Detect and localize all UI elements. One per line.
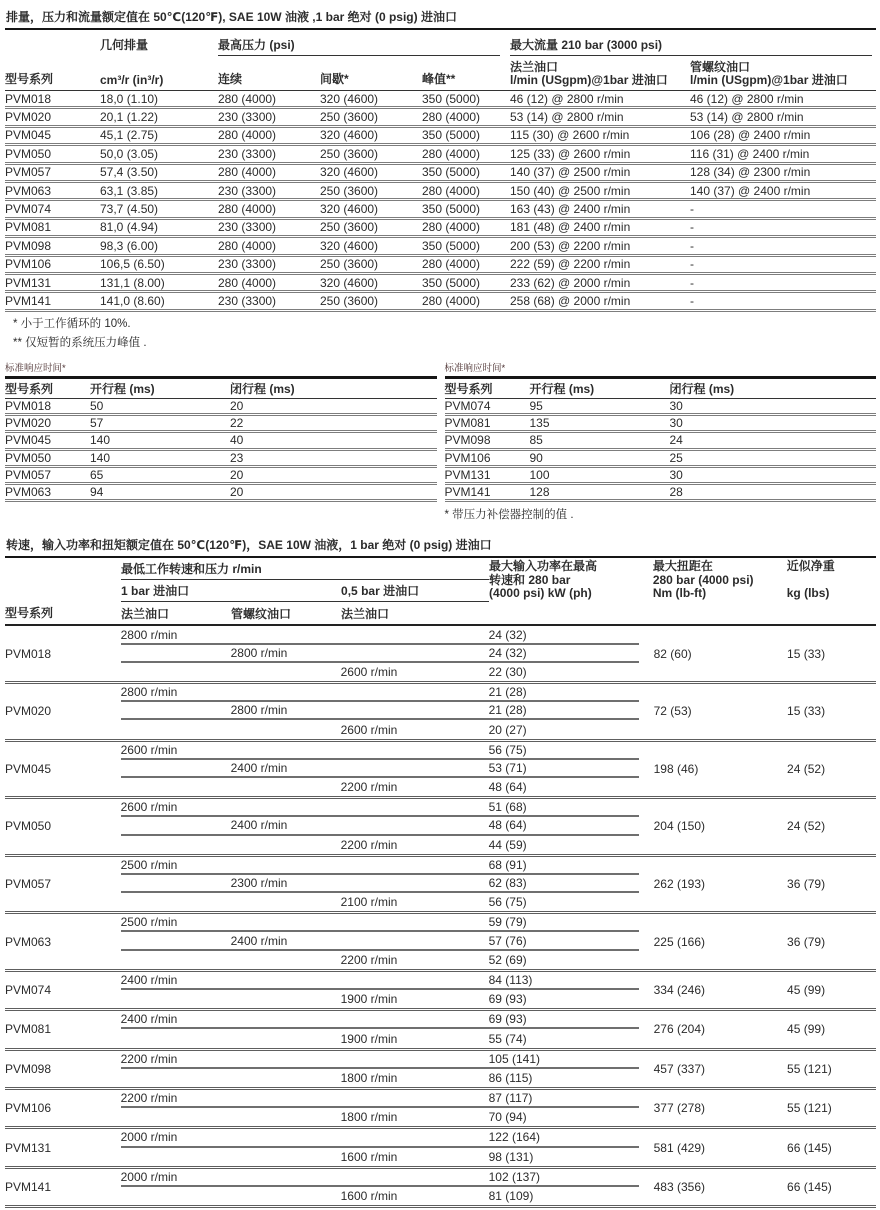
speed-power-table [5, 534, 876, 1208]
speed-sub-row: 2200 r/min 105 (141) [121, 1051, 639, 1069]
footnote-peak: ** 仅短暂的系统压力峰值 . [13, 336, 147, 349]
table-row: PVM045 45,1 (2.75) 280 (4000) 320 (4600) 350 (5000) 115 (30) @ 2600 r/min 106 (28) @ 2400 r/min [5, 128, 876, 146]
table-row: PVM057 65 20 [5, 468, 437, 485]
speed-sub-row: 2800 r/min 24 (32) [121, 626, 639, 644]
col-flow-thread-header: 管螺纹油口 l/min (USgpm)@1bar 进油口 [690, 60, 848, 87]
response-table-right [445, 360, 877, 523]
model-row-group: PVM141 2000 r/min 102 (137) 1600 r/min 81 (109) 483 (356) 66 (145) [5, 1169, 876, 1208]
table-row: PVM081 135 30 [445, 416, 877, 433]
group-max-pressure: 最高压力 (psi) [218, 32, 500, 56]
col-model-header: 型号系列 [5, 72, 54, 86]
table-row: PVM131 100 30 [445, 468, 877, 485]
col-thread-1bar-header: 管螺纹油口 [231, 607, 292, 622]
table-row: PVM106 90 25 [445, 451, 877, 468]
response-right-body [445, 399, 877, 503]
col-max-power-header: 最大输入功率在最高 转速和 280 bar (4000 psi) kW (ph) [489, 559, 598, 601]
model-row-group: PVM050 2600 r/min 51 (68) 2400 r/min 48 (64) 2200 r/min 44 (59) 204 (150) 24 (52) [5, 799, 876, 857]
col-max-torque-header: 最大扭距在 280 bar (4000 psi) Nm (lb-ft) [652, 559, 754, 601]
model-row-group: PVM045 2600 r/min 56 (75) 2400 r/min 53 (71) 2200 r/min 48 (64) 198 (46) 24 (52) [5, 742, 876, 800]
speed-power-header [5, 558, 876, 626]
response-table-left-label: 标准响应时间* [5, 362, 66, 374]
speed-sub-row: 2600 r/min 20 (27) [340, 722, 527, 737]
displacement-table-header [5, 32, 876, 91]
speed-sub-row: 2600 r/min 51 (68) [121, 799, 639, 817]
response-table-left [5, 360, 437, 523]
model-row-group: PVM106 2200 r/min 87 (117) 1800 r/min 70 (94) 377 (278) 55 (121) [5, 1090, 876, 1129]
table-row: PVM063 94 20 [5, 485, 437, 502]
table-row: PVM098 98,3 (6.00) 280 (4000) 320 (4600) 350 (5000) 200 (53) @ 2200 r/min - [5, 238, 876, 256]
footnote-intermittent: * 小于工作循环的 10%. [13, 317, 131, 330]
speed-sub-row: 2500 r/min 59 (79) [121, 914, 639, 932]
col-peak-header: 峰值** [422, 72, 456, 86]
speed-sub-row: 2000 r/min 102 (137) [121, 1169, 639, 1187]
col-weight-header: 近似净重 kg (lbs) [786, 559, 835, 601]
speed-sub-row: 2400 r/min 69 (93) [121, 1011, 639, 1029]
col-intermittent-header: 间歇* [320, 72, 349, 86]
col-flow-flange-header: 法兰油口 l/min (USgpm)@1bar 进油口 [510, 60, 668, 87]
col-continuous-header: 连续 [218, 72, 243, 86]
speed-power-table-title: 转速，输入功率和扭矩额定值在 50℃(120℉)，SAE 10W 油液，1 bar 绝对 (0 psig) 进油口 [5, 534, 876, 558]
column-header-row [5, 56, 876, 91]
speed-sub-row: 2600 r/min 56 (75) [121, 742, 639, 760]
response-left-body [5, 399, 437, 503]
model-row-group: PVM020 2800 r/min 21 (28) 2800 r/min 21 (28) 2600 r/min 20 (27) 72 (53) 15 (33) [5, 684, 876, 742]
group-max-flow: 最大流量 210 bar (3000 psi) [510, 32, 872, 56]
speed-sub-row: 2800 r/min 21 (28) [121, 684, 639, 702]
model-row-group: PVM098 2200 r/min 105 (141) 1800 r/min 86 (115) 457 (337) 55 (121) [5, 1051, 876, 1090]
table-row: PVM141 128 28 [445, 485, 877, 502]
col-flange-1bar-header: 法兰油口 [121, 607, 170, 622]
group-05bar-inlet: 0,5 bar 进油口 [341, 580, 489, 602]
response-footnote: * 带压力补偿器控制的值 . [444, 509, 574, 522]
speed-sub-row: 1800 r/min 86 (115) [340, 1070, 533, 1085]
response-time-section [5, 360, 876, 523]
response-table-right-label: 标准响应时间* [444, 362, 506, 374]
response-left-header: 型号系列 开行程 (ms) 闭行程 (ms) [5, 379, 437, 399]
speed-sub-row: 2000 r/min 122 (164) [121, 1129, 639, 1147]
speed-sub-row: 2400 r/min 48 (64) [121, 817, 639, 835]
speed-sub-row: 2200 r/min 48 (64) [340, 780, 527, 795]
speed-sub-row: 2300 r/min 62 (83) [121, 875, 639, 893]
col-flange-05bar-header: 法兰油口 [341, 607, 390, 622]
table-row: PVM018 18,0 (1.10) 280 (4000) 320 (4600) 350 (5000) 46 (12) @ 2800 r/min 46 (12) @ 2800 r/min [5, 91, 876, 109]
table-row: PVM141 141,0 (8.60) 230 (3300) 250 (3600) 280 (4000) 258 (68) @ 2000 r/min - [5, 293, 876, 311]
table-row: PVM050 140 23 [5, 451, 437, 468]
speed-sub-row: 2400 r/min 84 (113) [121, 972, 639, 990]
table-row: PVM018 50 20 [5, 399, 437, 416]
table-row: PVM074 95 30 [445, 399, 877, 416]
response-right-header: 型号系列 开行程 (ms) 闭行程 (ms) [445, 379, 877, 399]
model-row-group: PVM063 2500 r/min 59 (79) 2400 r/min 57 (76) 2200 r/min 52 (69) 225 (166) 36 (79) [5, 914, 876, 972]
table-row: PVM098 85 24 [445, 433, 877, 450]
model-row-group: PVM074 2400 r/min 84 (113) 1900 r/min 69 (93) 334 (246) 45 (99) [5, 972, 876, 1011]
group-displacement: 几何排量 [100, 38, 149, 52]
speed-sub-row: 1600 r/min 81 (109) [340, 1189, 534, 1203]
displacement-table-body [5, 91, 876, 312]
speed-sub-row: 1900 r/min 69 (93) [340, 992, 527, 1007]
speed-sub-row: 2600 r/min 22 (30) [340, 664, 527, 679]
table-row: PVM081 81,0 (4.94) 230 (3300) 250 (3600) 280 (4000) 181 (48) @ 2400 r/min - [5, 220, 876, 238]
table-row: PVM063 63,1 (3.85) 230 (3300) 250 (3600) 280 (4000) 150 (40) @ 2500 r/min 140 (37) @ 2400 r/min [5, 183, 876, 201]
model-row-group: PVM057 2500 r/min 68 (91) 2300 r/min 62 (83) 2100 r/min 56 (75) 262 (193) 36 (79) [5, 857, 876, 915]
speed-sub-row: 2200 r/min 87 (117) [121, 1090, 639, 1108]
table-row: PVM050 50,0 (3.05) 230 (3300) 250 (3600) 280 (4000) 125 (33) @ 2600 r/min 116 (31) @ 2400 r/min [5, 146, 876, 164]
speed-sub-row: 2200 r/min 52 (69) [340, 952, 527, 967]
group-min-speed: 最低工作转速和压力 r/min [121, 558, 489, 580]
group-1bar-inlet: 1 bar 进油口 [121, 580, 341, 602]
table-row: PVM106 106,5 (6.50) 230 (3300) 250 (3600) 280 (4000) 222 (59) @ 2200 r/min - [5, 257, 876, 275]
model-row-group: PVM131 2000 r/min 122 (164) 1600 r/min 98 (131) 581 (429) 66 (145) [5, 1129, 876, 1168]
model-row-group: PVM018 2800 r/min 24 (32) 2800 r/min 24 (32) 2600 r/min 22 (30) 82 (60) 15 (33) [5, 626, 876, 684]
table-row: PVM020 20,1 (1.22) 230 (3300) 250 (3600) 280 (4000) 53 (14) @ 2800 r/min 53 (14) @ 2800 r/min [5, 109, 876, 127]
speed-table-body [5, 626, 876, 1208]
speed-sub-row: 2200 r/min 44 (59) [340, 837, 527, 852]
speed-sub-row: 2500 r/min 68 (91) [121, 857, 639, 875]
speed-sub-row: 2400 r/min 57 (76) [121, 932, 639, 950]
table-row: PVM131 131,1 (8.00) 280 (4000) 320 (4600) 350 (5000) 233 (62) @ 2000 r/min - [5, 275, 876, 293]
col-displacement-unit-header: cm³/r (in³/r) [100, 73, 164, 87]
speed-sub-row: 1900 r/min 55 (74) [340, 1031, 527, 1046]
speed-sub-row: 2800 r/min 24 (32) [121, 645, 639, 663]
speed-sub-row: 1600 r/min 98 (131) [340, 1149, 534, 1164]
col-model-header: 型号系列 [5, 606, 54, 621]
speed-sub-row: 2100 r/min 56 (75) [340, 895, 527, 910]
table-row: PVM057 57,4 (3.50) 280 (4000) 320 (4600) 350 (5000) 140 (37) @ 2500 r/min 128 (34) @ 2300 r/min [5, 165, 876, 183]
table-row: PVM045 140 40 [5, 433, 437, 450]
displacement-table-title: 排量，压力和流量额定值在 50℃(120℉), SAE 10W 油液 ,1 bar 绝对 (0 psig) 进油口 [5, 6, 876, 30]
model-row-group: PVM081 2400 r/min 69 (93) 1900 r/min 55 (74) 276 (204) 45 (99) [5, 1011, 876, 1050]
table-row: PVM020 57 22 [5, 416, 437, 433]
speed-sub-row: 2400 r/min 53 (71) [121, 760, 639, 778]
speed-sub-row: 2800 r/min 21 (28) [121, 702, 639, 720]
group-header-row [5, 32, 876, 56]
table-row: PVM074 73,7 (4.50) 280 (4000) 320 (4600) 350 (5000) 163 (43) @ 2400 r/min - [5, 201, 876, 219]
speed-sub-row: 1800 r/min 70 (94) [340, 1110, 527, 1125]
